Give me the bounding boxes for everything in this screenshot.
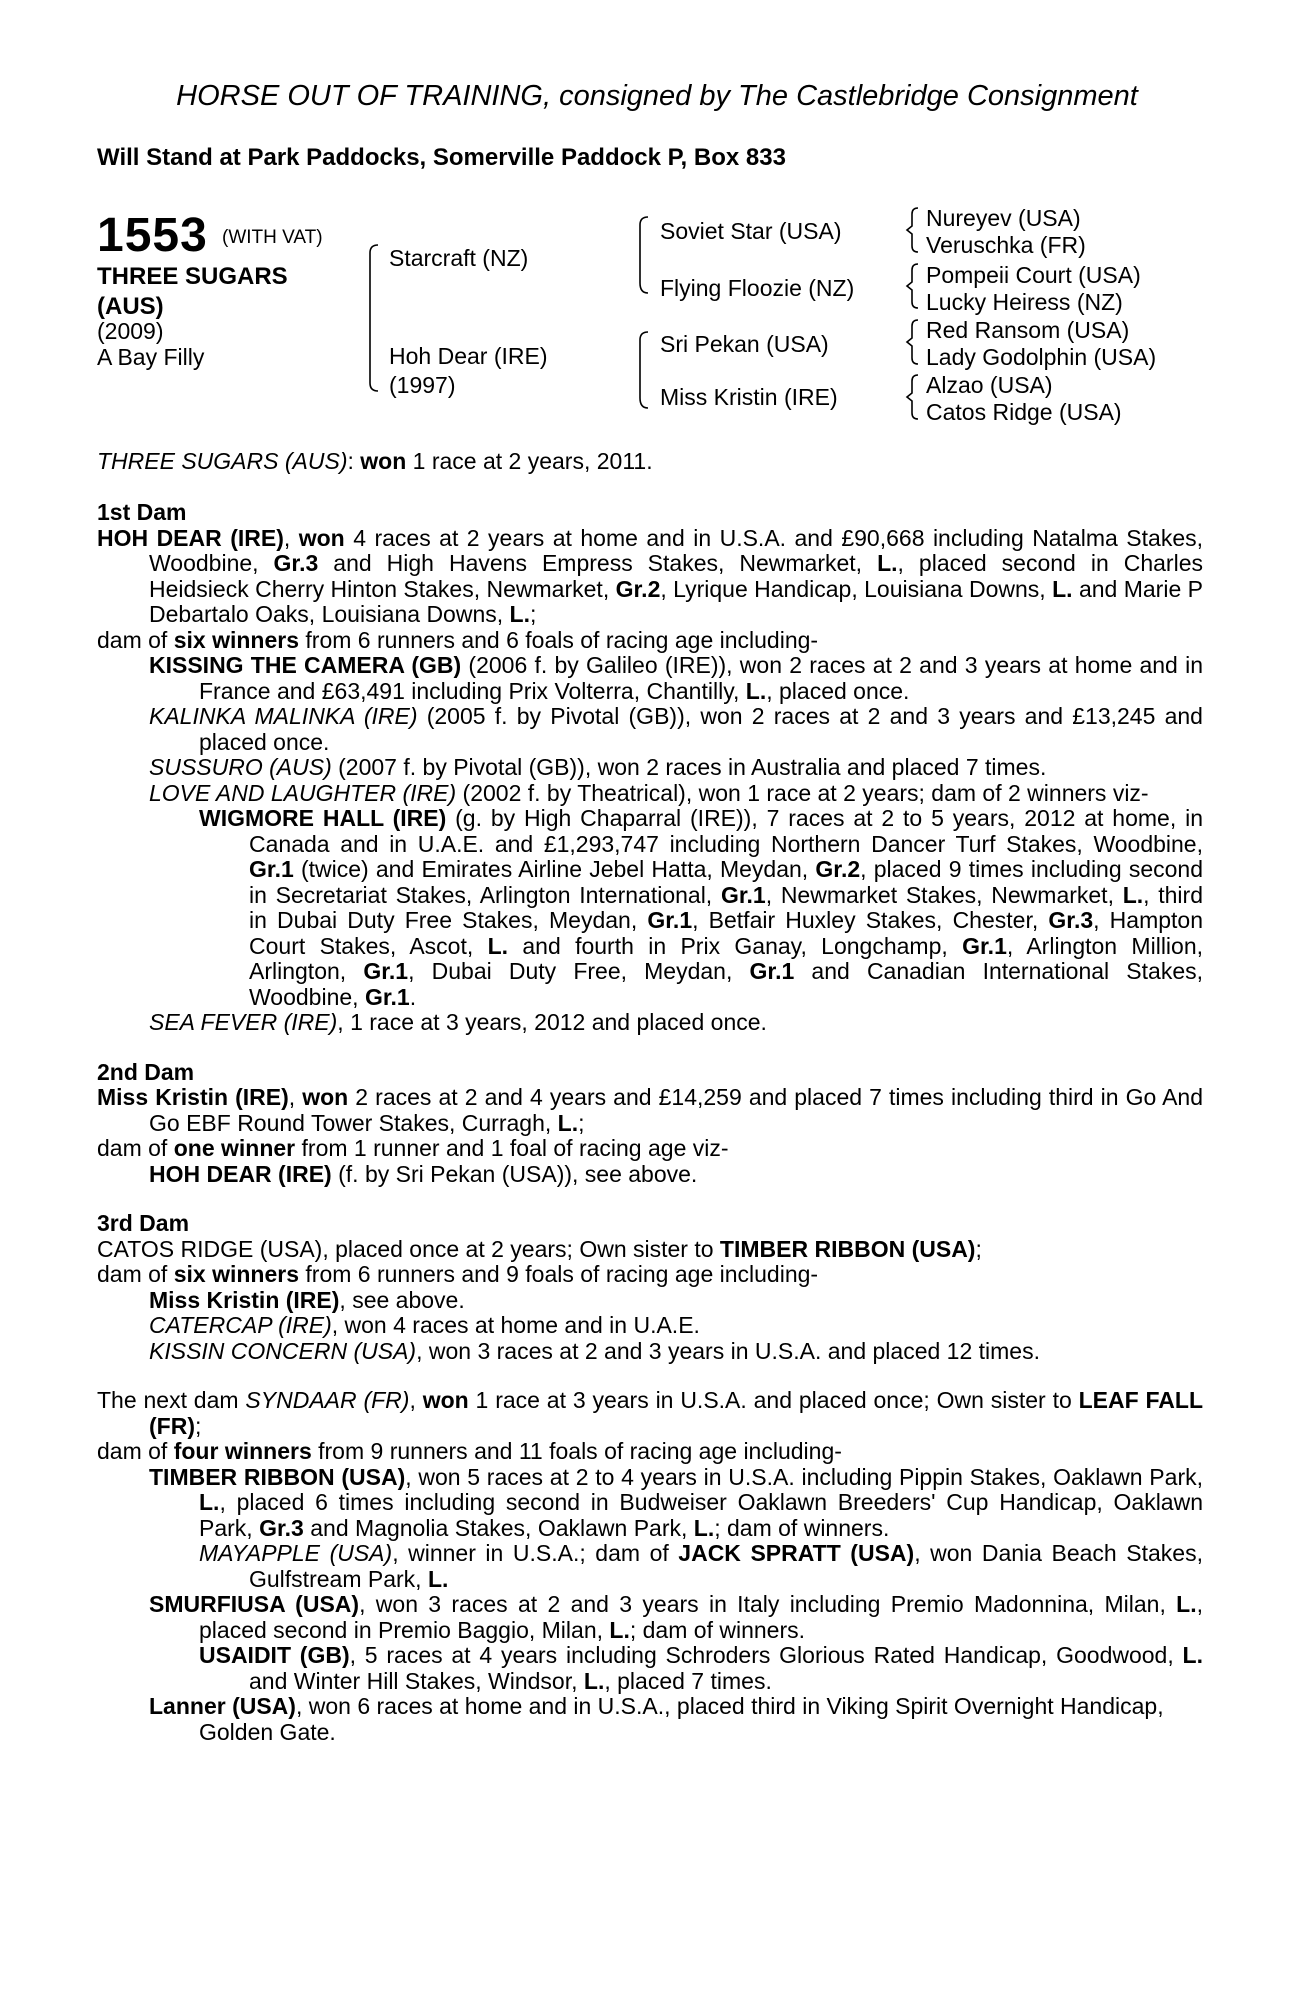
summary-colon: : — [347, 448, 361, 474]
text-run: (f. by Sri Pekan (USA)), see above. — [331, 1160, 698, 1187]
text-run: , 5 races at 4 years including Schroders Glorious Rated Handicap, Goodwood, — [349, 1642, 1183, 1668]
text-run: ; dam of winners. — [714, 1514, 890, 1541]
text-run: six winners — [173, 1261, 299, 1287]
text-run: CATERCAP (IRE) — [149, 1312, 332, 1338]
text-run: Gr.1 — [720, 881, 766, 908]
text-run: dam of — [97, 1438, 174, 1464]
horse-name — [97, 262, 288, 322]
text-run: , won 3 races at 2 and 3 years in Italy including Premio Madonnina, Milan, — [359, 1591, 1177, 1617]
text-run: from 9 runners and 11 foals of racing age including- — [311, 1438, 842, 1464]
text-run: dam of — [97, 1261, 174, 1287]
text-run: , winner in U.S.A.; dam of — [392, 1540, 679, 1566]
text-run: Miss Kristin (IRE) — [149, 1286, 340, 1313]
vat-label: (WITH VAT) — [222, 227, 323, 248]
next-dam-grand-produce-item — [199, 1541, 1203, 1592]
text-run: TIMBER RIBBON (USA) — [149, 1463, 406, 1490]
text-run: L. — [609, 1616, 630, 1643]
text-run: Gr.1 — [647, 907, 693, 933]
third-dam-produce-summary — [97, 1262, 1203, 1288]
text-run: , won Dania Beach Stakes, Gulfstream Park, — [249, 1540, 1203, 1592]
text-run: and Magnolia Stakes, Oaklawn Park, — [303, 1514, 694, 1541]
text-run: Gr.1 — [962, 932, 1007, 959]
next-dam-produce-item — [149, 1592, 1203, 1643]
text-run: (2005 f. by Pivotal (GB)), won 2 races at 2 and 3 years and £13,245 and placed once. — [199, 703, 1203, 755]
text-run: Miss Kristin (IRE) — [97, 1084, 289, 1110]
text-run: L. — [557, 1109, 579, 1136]
pedigree-dam: Hoh Dear (IRE) — [389, 343, 548, 369]
text-run: , — [409, 1387, 423, 1413]
text-run: Gr.1 — [363, 958, 409, 984]
text-run: LEAF FALL (FR) — [149, 1387, 1204, 1439]
text-run: WIGMORE HALL (IRE) — [199, 805, 447, 831]
text-run: SEA FEVER (IRE) — [149, 1009, 338, 1035]
pedigree-sire-dam: Flying Floozie (NZ) — [660, 275, 855, 301]
text-run: USAIDIT (GB) — [199, 1642, 350, 1668]
text-run: L. — [509, 601, 530, 627]
text-run: , Arlington Million, Arlington, — [249, 932, 1204, 984]
text-run: , — [288, 1084, 303, 1110]
pedigree-g3: Pompeii Court (USA) — [926, 262, 1141, 288]
pedigree-bracket-g1 — [906, 206, 920, 254]
text-run: L. — [583, 1667, 605, 1694]
text-run: , placed 6 times including second in Budweiser Oaklawn Breeders' Cup Handicap, Oaklawn Park, — [199, 1489, 1203, 1541]
text-run: , won 5 races at 2 to 4 years in U.S.A. including Pippin Stakes, Oaklawn Park, — [405, 1463, 1203, 1490]
text-run: Gr.3 — [273, 550, 319, 576]
text-run: (2006 f. by Galileo (IRE)), won 2 races at 2 and 3 years at home and in France and £63,491 including Prix Volterra, Chantilly, — [199, 652, 1203, 704]
text-run: ; dam of winners. — [629, 1616, 805, 1643]
text-run: MAYAPPLE (USA) — [199, 1540, 393, 1566]
text-run: KISSIN CONCERN (USA) — [149, 1337, 417, 1364]
text-run: 2 races at 2 and 4 years and £14,259 and placed 7 times including third in Go And Go EBF Round Tower Stakes, Curragh, — [149, 1084, 1203, 1136]
text-run: , placed 7 times. — [604, 1667, 772, 1694]
first-dam-produce-item — [149, 1010, 1203, 1036]
pedigree-g1: Nureyev (USA) — [926, 205, 1081, 231]
page-title: HORSE OUT OF TRAINING, consigned by The Castlebridge Consignment — [176, 80, 1138, 112]
pedigree-g7: Alzao (USA) — [926, 372, 1053, 398]
text-run: four winners — [173, 1438, 312, 1464]
text-run: and fourth in Prix Ganay, Longchamp, — [508, 932, 963, 959]
text-run: and High Havens Empress Stakes, Newmarket, — [318, 550, 878, 576]
text-run: , won 6 races at home and in U.S.A., placed third in Viking Spirit Overnight Handicap, Golden Gate. — [199, 1693, 1164, 1745]
pedigree-g6: Lady Godolphin (USA) — [926, 344, 1157, 370]
text-run: CATOS RIDGE (USA), placed once at 2 years; Own sister to — [97, 1235, 720, 1262]
text-run: HOH DEAR (IRE) — [149, 1160, 332, 1187]
next-dam-grand-produce-item — [199, 1643, 1203, 1694]
text-run: L. — [693, 1514, 715, 1541]
pedigree-dam-year: (1997) — [389, 372, 456, 398]
pedigree-bracket-main — [366, 243, 380, 393]
next-dam-record — [97, 1388, 1203, 1439]
pedigree-sire: Starcraft (NZ) — [389, 245, 529, 271]
text-run: and Marie P Debartalo Oaks, Louisiana Downs, — [149, 575, 1203, 627]
text-run: 1 race at 3 years in U.S.A. and placed once; Own sister to — [468, 1387, 1079, 1413]
horse-name-line2: (AUS) — [97, 293, 164, 320]
text-run: L. — [1176, 1591, 1197, 1617]
first-dam-produce-item — [149, 653, 1203, 704]
text-run: ; — [194, 1412, 202, 1439]
text-run: won — [422, 1387, 469, 1413]
horse-year: (2009) — [97, 318, 164, 344]
summary-name: THREE SUGARS (AUS) — [97, 448, 348, 474]
text-run: . — [409, 983, 417, 1010]
pedigree-bracket-dam — [636, 330, 650, 410]
text-run: , Betfair Huxley Stakes, Chester, — [692, 907, 1049, 933]
pedigree-sire-sire: Soviet Star (USA) — [660, 218, 842, 244]
pedigree-g8: Catos Ridge (USA) — [926, 399, 1122, 425]
text-run: (2007 f. by Pivotal (GB)), won 2 races in Australia and placed 7 times. — [331, 754, 1047, 780]
text-run: dam of — [97, 1135, 174, 1161]
text-run: from 1 runner and 1 foal of racing age viz- — [295, 1135, 729, 1161]
pedigree-dam-sire: Sri Pekan (USA) — [660, 331, 829, 357]
pedigree-bracket-g2 — [906, 262, 920, 310]
text-run: SUSSURO (AUS) — [149, 754, 332, 780]
first-dam-produce-item — [149, 781, 1203, 807]
text-run: KALINKA MALINKA (IRE) — [149, 703, 418, 729]
first-dam-produce-item — [149, 704, 1203, 755]
race-summary — [97, 448, 653, 475]
text-run: Gr.2 — [615, 575, 661, 602]
text-run: , placed second in Premio Baggio, Milan, — [199, 1591, 1204, 1643]
pedigree-bracket-g3 — [906, 318, 920, 366]
text-run: and Canadian International Stakes, Woodbine, — [249, 958, 1204, 1010]
text-run: L. — [745, 677, 767, 704]
text-run: from 6 runners and 6 foals of racing age including- — [299, 626, 819, 653]
summary-rest: 1 race at 2 years, 2011. — [406, 448, 653, 474]
next-dam-produce-summary — [97, 1439, 1203, 1465]
text-run: , Hampton Court Stakes, Ascot, — [249, 907, 1203, 959]
text-run: Gr.1 — [249, 856, 294, 882]
text-run: six winners — [173, 626, 299, 653]
text-run: Gr.3 — [259, 1514, 304, 1541]
text-run: TIMBER RIBBON (USA) — [719, 1235, 976, 1262]
text-run: , won 4 races at home and in U.A.E. — [331, 1312, 700, 1338]
text-run: L. — [1122, 881, 1144, 908]
text-run: SMURFIUSA (USA) — [149, 1591, 360, 1617]
text-run: L. — [1182, 1642, 1203, 1668]
text-run: Gr.1 — [749, 958, 795, 984]
first-dam-record — [97, 526, 1203, 628]
next-dam-produce-item — [149, 1694, 1203, 1745]
text-run: and Winter Hill Stakes, Windsor, — [249, 1667, 584, 1694]
text-run: , third in Dubai Duty Free Stakes, Meydan, — [249, 881, 1203, 933]
text-run: SYNDAAR (FR) — [245, 1387, 410, 1413]
third-dam-record — [97, 1237, 1203, 1263]
third-dam-produce-item — [149, 1288, 1203, 1314]
text-run: L. — [487, 932, 509, 959]
text-run: (g. by High Chaparral (IRE)), 7 races at 2 to 5 years, 2012 at home, in Canada and in U.A.E. and £1,293,747 including Northern Dancer Turf Stakes, Woodbine, — [249, 805, 1203, 857]
first-dam-produce-item — [149, 755, 1203, 781]
second-dam-produce-item — [149, 1162, 1203, 1188]
text-run: Gr.3 — [1048, 907, 1094, 933]
third-dam-produce-item — [149, 1313, 1203, 1339]
text-run: from 6 runners and 9 foals of racing age including- — [299, 1261, 819, 1287]
text-run: L. — [1052, 575, 1073, 602]
text-run: (2002 f. by Theatrical), won 1 race at 2 years; dam of 2 winners viz- — [456, 779, 1149, 806]
text-run: JACK SPRATT (USA) — [678, 1540, 915, 1566]
horse-description: A Bay Filly — [97, 344, 205, 370]
text-run: won — [298, 524, 345, 551]
pedigree-g4: Lucky Heiress (NZ) — [926, 289, 1123, 315]
text-run: The next dam — [97, 1387, 246, 1413]
horse-name-line1: THREE SUGARS — [97, 263, 288, 290]
lot-number: 1553 — [97, 209, 208, 262]
text-run: , placed once. — [766, 677, 910, 704]
text-run: ; — [975, 1235, 982, 1262]
pedigree-dam-dam: Miss Kristin (IRE) — [660, 384, 838, 410]
text-run: dam of — [97, 626, 174, 653]
text-run: , — [283, 524, 299, 551]
text-run: L. — [877, 550, 898, 576]
text-run: , placed 9 times including second in Secretariat Stakes, Arlington International, — [249, 856, 1204, 908]
stand-location: Will Stand at Park Paddocks, Somerville Paddock P, Box 833 — [97, 144, 786, 171]
first-dam-produce-summary — [97, 628, 1203, 654]
third-dam-produce-item — [149, 1339, 1203, 1365]
text-run: , won 3 races at 2 and 3 years in U.S.A. and placed 12 times. — [416, 1337, 1040, 1364]
first-dam-heading: 1st Dam — [97, 499, 187, 525]
pedigree-g2: Veruschka (FR) — [926, 232, 1086, 258]
text-run: , Lyrique Handicap, Louisiana Downs, — [660, 575, 1053, 602]
text-run: L. — [427, 1565, 449, 1592]
pedigree-bracket-g4 — [906, 373, 920, 421]
text-run: L. — [199, 1489, 220, 1515]
first-dam-grand-produce-item — [199, 806, 1203, 1010]
text-run: 4 races at 2 years at home and in U.S.A. and £90,668 including Natalma Stakes, Woodbine, — [149, 524, 1204, 576]
text-run: Gr.2 — [815, 856, 861, 882]
text-run: , Dubai Duty Free, Meydan, — [408, 958, 750, 984]
next-dam-produce-item — [149, 1465, 1203, 1542]
text-run: , 1 race at 3 years, 2012 and placed once. — [337, 1009, 767, 1035]
summary-won: won — [360, 448, 407, 474]
text-run: HOH DEAR (IRE) — [97, 524, 284, 551]
third-dam-heading: 3rd Dam — [97, 1210, 190, 1236]
text-run: KISSING THE CAMERA (GB) — [149, 652, 462, 678]
text-run: Gr.1 — [364, 983, 410, 1010]
pedigree-bracket-sire — [636, 215, 650, 295]
text-run: , see above. — [339, 1286, 465, 1313]
second-dam-record — [97, 1085, 1203, 1136]
dam-records — [97, 500, 1203, 1745]
text-run: ; — [529, 601, 537, 627]
text-run: Lanner (USA) — [149, 1693, 296, 1719]
text-run: , Newmarket Stakes, Newmarket, — [765, 881, 1123, 908]
text-run: LOVE AND LAUGHTER (IRE) — [149, 779, 457, 806]
second-dam-heading: 2nd Dam — [97, 1058, 195, 1085]
text-run: ; — [578, 1109, 585, 1136]
text-run: , placed second in Charles Heidsieck Cherry Hinton Stakes, Newmarket, — [149, 550, 1203, 602]
text-run: one winner — [173, 1135, 296, 1161]
text-run: (twice) and Emirates Airline Jebel Hatta, Meydan, — [293, 856, 816, 882]
pedigree-g5: Red Ransom (USA) — [926, 317, 1130, 343]
text-run: won — [302, 1084, 349, 1110]
second-dam-produce-summary — [97, 1136, 1203, 1162]
